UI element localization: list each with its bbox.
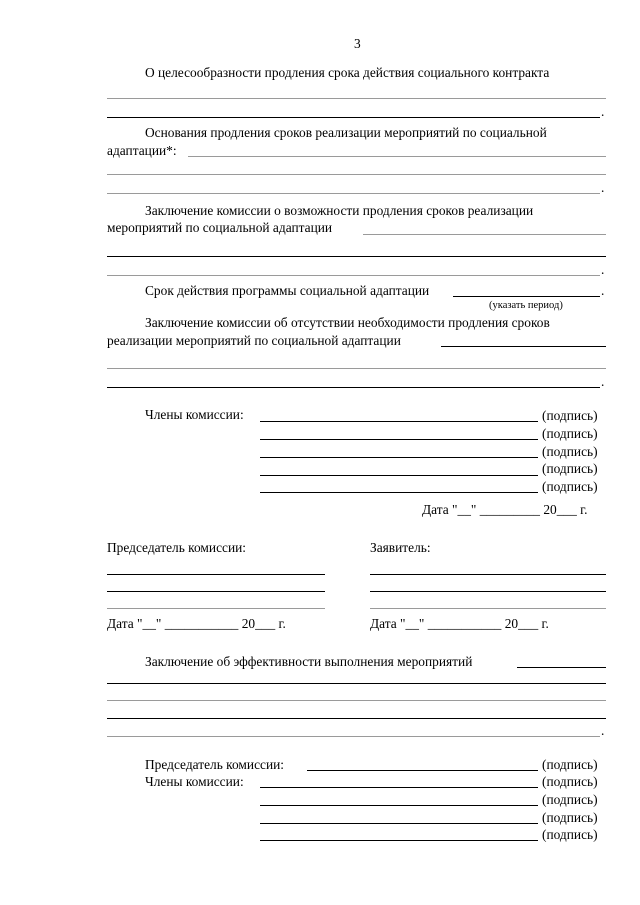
section-5-line1: Заключение комиссии об отсутствии необходимости продления сроков (145, 315, 550, 330)
signature-line[interactable] (307, 770, 538, 771)
end-dot: . (601, 283, 605, 298)
applicant-line[interactable] (370, 591, 606, 592)
members-date[interactable]: Дата "__" _________ 20___ г. (422, 502, 588, 517)
members-label: Члены комиссии: (145, 407, 244, 422)
chairman-line[interactable] (107, 608, 325, 609)
applicant-line[interactable] (370, 574, 606, 575)
applicant-line[interactable] (370, 608, 606, 609)
section-3-line2: мероприятий по социальной адаптации (107, 220, 333, 235)
signature-line[interactable] (260, 439, 538, 440)
fill-line[interactable] (107, 736, 600, 737)
chairman-line[interactable] (107, 591, 325, 592)
signature-caption: (подпись) (542, 792, 598, 807)
fill-line[interactable] (107, 387, 600, 388)
fill-line[interactable] (363, 234, 606, 235)
signature-line[interactable] (260, 421, 538, 422)
fill-line[interactable] (441, 346, 606, 347)
chairman-date[interactable]: Дата "__" ___________ 20___ г. (107, 616, 286, 631)
section-1-heading: О целесообразности продления срока действия социального контракта (145, 65, 550, 80)
signature-caption: (подпись) (542, 757, 598, 772)
fill-line[interactable] (107, 193, 600, 194)
signature-line[interactable] (260, 805, 538, 806)
signature-caption: (подпись) (542, 426, 598, 441)
signature-line[interactable] (260, 475, 538, 476)
fill-line[interactable] (107, 174, 606, 175)
signature-caption: (подпись) (542, 827, 598, 842)
section-3-line1: Заключение комиссии о возможности продления сроков реализации (145, 203, 534, 218)
program-term-hint: (указать период) (489, 300, 563, 311)
chairman-label: Председатель комиссии: (107, 540, 247, 555)
signature-line[interactable] (260, 492, 538, 493)
section-2-line2: адаптации*: (107, 143, 177, 158)
applicant-label: Заявитель: (370, 540, 431, 555)
chairman-line[interactable] (107, 574, 325, 575)
signature-line[interactable] (260, 457, 538, 458)
end-dot: . (601, 180, 605, 195)
fill-line[interactable] (107, 117, 600, 118)
signature-line[interactable] (260, 787, 538, 788)
end-dot: . (601, 104, 605, 119)
signature-caption: (подпись) (542, 479, 598, 494)
final-members-label: Члены комиссии: (145, 774, 244, 789)
signature-caption: (подпись) (542, 461, 598, 476)
fill-line[interactable] (107, 275, 600, 276)
program-term-field[interactable] (453, 296, 600, 297)
section-5-line2: реализации мероприятий по социальной адаптации (107, 333, 401, 348)
signature-caption: (подпись) (542, 444, 598, 459)
applicant-date[interactable]: Дата "__" ___________ 20___ г. (370, 616, 549, 631)
signature-caption: (подпись) (542, 774, 598, 789)
signature-line[interactable] (260, 840, 538, 841)
fill-line[interactable] (107, 256, 606, 257)
signature-caption: (подпись) (542, 408, 598, 423)
signature-caption: (подпись) (542, 810, 598, 825)
fill-line[interactable] (107, 368, 606, 369)
signature-line[interactable] (260, 823, 538, 824)
fill-line[interactable] (107, 98, 606, 99)
section-2-line1: Основания продления сроков реализации мероприятий по социальной (145, 125, 547, 140)
fill-line[interactable] (107, 718, 606, 719)
fill-line[interactable] (107, 683, 606, 684)
final-chairman-label: Председатель комиссии: (145, 757, 285, 772)
program-term-label: Срок действия программы социальной адаптации (145, 283, 430, 298)
page-number: 3 (354, 36, 361, 51)
fill-line[interactable] (107, 700, 606, 701)
end-dot: . (601, 262, 605, 277)
fill-line[interactable] (188, 156, 606, 157)
effectiveness-label: Заключение об эффективности выполнения мероприятий (145, 654, 473, 669)
fill-line[interactable] (517, 667, 606, 668)
end-dot: . (601, 723, 605, 738)
end-dot: . (601, 374, 605, 389)
